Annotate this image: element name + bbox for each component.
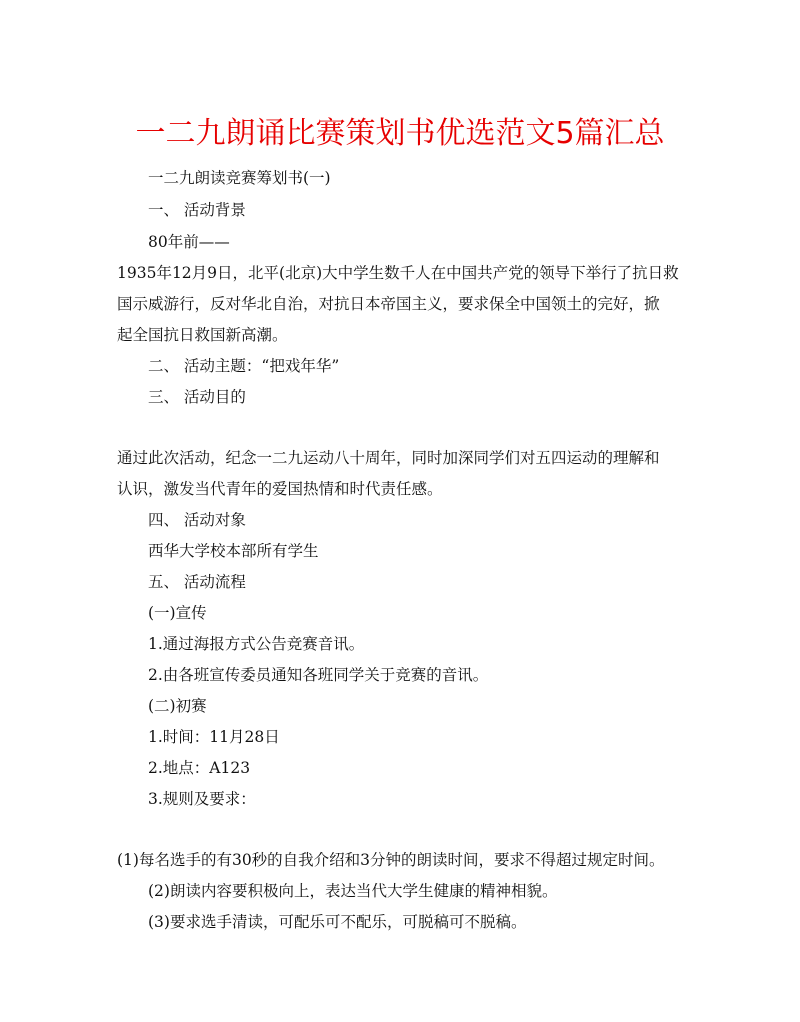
- list-item: 2.由各班宣传委员通知各班同学关于竞赛的音讯。: [148, 666, 489, 684]
- subsection-heading: (二)初赛: [148, 697, 207, 715]
- list-item: 2.地点：A123: [148, 759, 251, 777]
- list-item: 1.通过海报方式公告竞赛音讯。: [148, 635, 365, 653]
- section-heading-audience: 四、 活动对象: [148, 511, 246, 529]
- list-item: 3.规则及要求：: [148, 790, 256, 808]
- paragraph-line: 通过此次活动，纪念一二九运动八十周年，同时加深同学们对五四运动的理解和: [117, 449, 660, 467]
- page-title: 一二九朗诵比赛策划书优选范文5篇汇总: [135, 116, 665, 151]
- list-item: (2)朗读内容要积极向上，表达当代大学生健康的精神相貌。: [148, 882, 558, 900]
- section-heading-background: 一、 活动背景: [148, 201, 246, 219]
- list-item: 1.时间：11月28日: [148, 728, 280, 746]
- paragraph-line: 80年前——: [148, 233, 230, 251]
- section-heading-process: 五、 活动流程: [148, 573, 246, 591]
- list-item: (3)要求选手清读，可配乐可不配乐，可脱稿可不脱稿。: [148, 913, 527, 931]
- paragraph-line: 1935年12月9日，北平(北京)大中学生数千人在中国共产党的领导下举行了抗日救: [117, 264, 679, 282]
- doc-subtitle: 一二九朗读竞赛筹划书(一): [148, 169, 331, 187]
- section-heading-theme: 二、 活动主题：“把戏年华”: [148, 357, 340, 375]
- paragraph-line: 国示威游行，反对华北自治，对抗日本帝国主义，要求保全中国领土的完好，掀: [117, 295, 660, 313]
- paragraph-line: 西华大学校本部所有学生: [148, 542, 319, 560]
- section-heading-purpose: 三、 活动目的: [148, 388, 246, 406]
- subsection-heading: (一)宣传: [148, 604, 207, 622]
- paragraph-line: 认识，激发当代青年的爱国热情和时代责任感。: [117, 480, 443, 498]
- paragraph-line: 起全国抗日救国新高潮。: [117, 326, 288, 344]
- list-item: (1)每名选手的有30秒的自我介绍和3分钟的朗读时间，要求不得超过规定时间。: [117, 851, 665, 869]
